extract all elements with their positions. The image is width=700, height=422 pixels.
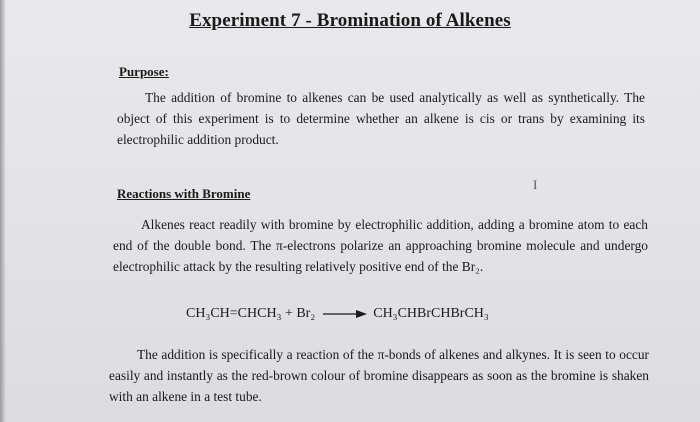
reactions-heading: Reactions with Bromine <box>117 186 251 201</box>
reactions-paragraph-2 <box>109 344 649 407</box>
reactions-paragraph-1 <box>113 214 648 277</box>
reactions-paragraph-1-text: Alkenes react readily with bromine by electrophilic addition, adding a bromine atom to each end of the double bond. The π-electrons polarize an approaching bromine molecule and undergo electrophilic attack by the resulting relatively positive end of the Br₂. <box>113 217 648 274</box>
bromination-equation <box>186 306 489 322</box>
equation-reactants: CH₃CH=CHCH₃ + Br₂ <box>186 306 316 321</box>
reactions-paragraph-2-text: The addition is specifically a reaction of the π-bonds of alkenes and alkynes. It is seen to occur easily and instantly as the red-brown colour of bromine disappears as soon as the bromine is shaken with an alkene in a test tube. <box>109 347 649 404</box>
page-edge-shadow <box>0 0 6 422</box>
purpose-text: The addition of bromine to alkenes can be used analytically as well as synthetically. The object of this experiment is to determine whether an alkene is cis or trans by examining its electrophilic addition product. <box>117 90 645 147</box>
document-title: Experiment 7 - Bromination of Alkenes <box>189 10 511 31</box>
equation-product: CH₃CHBrCHBrCH₃ <box>373 306 489 321</box>
text-cursor-icon: I <box>533 177 538 192</box>
reaction-arrow-icon <box>323 308 367 320</box>
purpose-paragraph <box>117 87 645 150</box>
purpose-heading: Purpose: <box>119 64 169 79</box>
